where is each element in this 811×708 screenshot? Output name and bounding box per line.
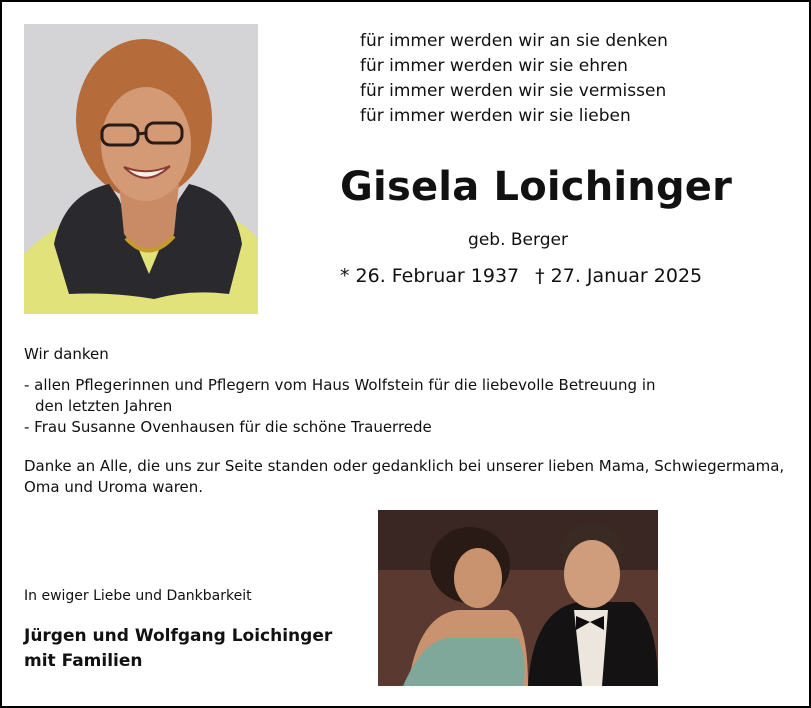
life-dates [340,265,702,287]
thanks-item: - allen Pflegerinnen und Pflegern vom Haus Wolfstein für die liebevolle Betreuung in [24,376,656,394]
birth-date: * 26. Februar 1937 [340,265,520,287]
verse-line: für immer werden wir an sie denken [360,31,668,51]
signoff-line: In ewiger Liebe und Dankbarkeit [24,588,252,604]
thanks-closing: Danke an Alle, die uns zur Seite standen oder gedanklich bei unserer lieben Mama, Schwiegermama, Oma und Uroma waren. [24,457,785,496]
verse-line: für immer werden wir sie lieben [360,106,631,126]
death-date: † 27. Januar 2025 [535,265,703,287]
thanks-item: - Frau Susanne Ovenhausen für die schöne Trauerrede [24,418,432,436]
couple-image [378,510,658,686]
thanks-list [24,375,704,438]
signer-line: mit Familien [24,651,143,671]
thanks-heading: Wir danken [24,345,109,363]
thanks-item-continuation: den letzten Jahren [35,397,173,415]
memorial-verse [360,29,668,129]
maiden-name: geb. Berger [468,230,568,250]
portrait-image [24,24,258,314]
signers [24,624,332,674]
verse-line: für immer werden wir sie vermissen [360,81,667,101]
deceased-name: Gisela Loichinger [340,164,733,210]
verse-line: für immer werden wir sie ehren [360,56,628,76]
portrait-photo [24,24,258,314]
couple-photo [378,510,658,686]
signer-line: Jürgen und Wolfgang Loichinger [24,626,333,646]
